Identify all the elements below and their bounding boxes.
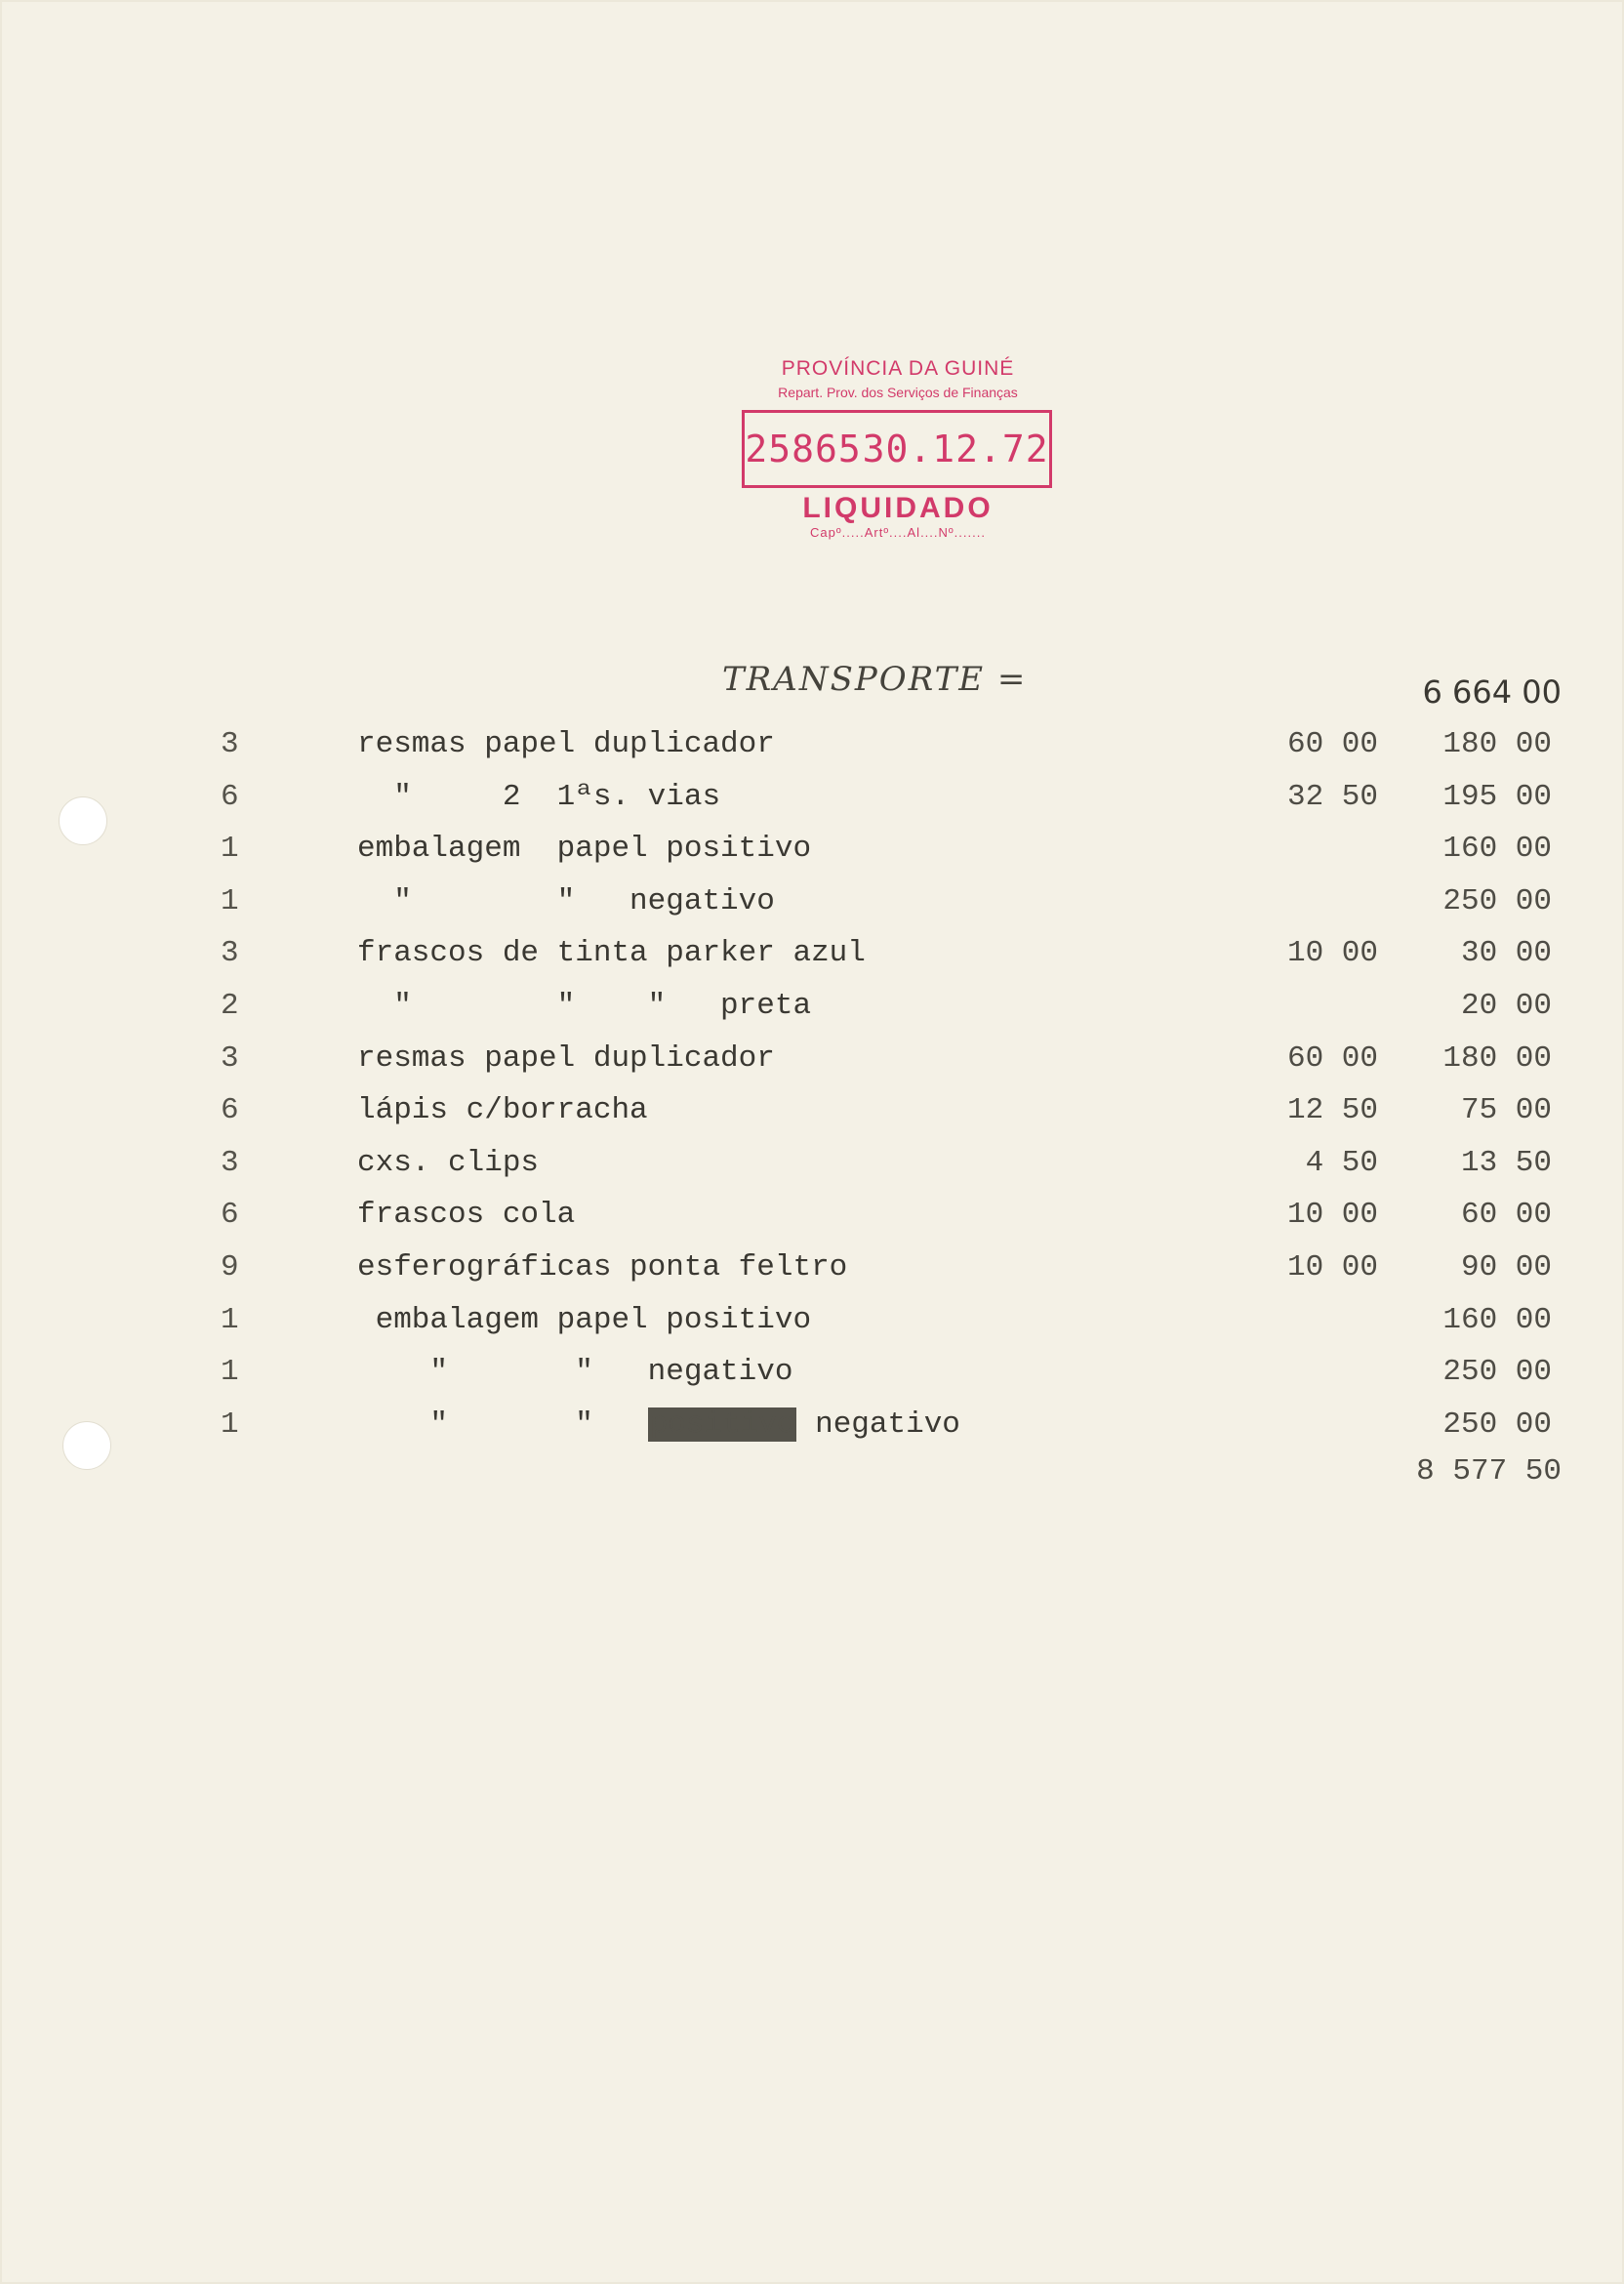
item-description: embalagem papel positivo [357, 1303, 812, 1337]
item-total: 30 00 [1460, 936, 1552, 970]
item-description: " 2 1ªs. vias [357, 780, 721, 814]
item-description [357, 1407, 960, 1442]
item-unit-price: 10 00 [1286, 1250, 1378, 1285]
item-description-start: " " [357, 1407, 648, 1442]
item-total: 250 00 [1442, 1355, 1552, 1389]
item-total: 90 00 [1460, 1250, 1552, 1285]
item-total: 75 00 [1460, 1093, 1552, 1127]
list-item [0, 1093, 1624, 1146]
item-quantity: 6 [221, 1093, 239, 1127]
list-item [0, 727, 1624, 780]
item-quantity: 1 [221, 1303, 239, 1337]
list-item [0, 1250, 1624, 1303]
list-item [0, 884, 1624, 937]
list-item [0, 989, 1624, 1041]
item-quantity: 9 [221, 1250, 239, 1285]
item-total: 180 00 [1442, 1041, 1552, 1076]
item-total: 13 50 [1460, 1146, 1552, 1180]
item-quantity: 1 [221, 1355, 239, 1389]
item-total: 20 00 [1460, 989, 1552, 1023]
item-total: 195 00 [1442, 780, 1552, 814]
stamp-box [742, 410, 1052, 488]
item-description: esferográficas ponta feltro [357, 1250, 848, 1285]
item-description: resmas papel duplicador [357, 727, 775, 761]
item-unit-price: 10 00 [1286, 936, 1378, 970]
transporte-value: 6 664 00 [1422, 673, 1562, 711]
item-unit-price: 60 00 [1286, 727, 1378, 761]
item-quantity: 3 [221, 727, 239, 761]
stamp-status: LIQUIDADO [802, 492, 994, 524]
list-item [0, 1355, 1624, 1407]
item-description: resmas papel duplicador [357, 1041, 775, 1076]
item-total: 250 00 [1442, 1407, 1552, 1442]
item-total: 180 00 [1442, 727, 1552, 761]
item-description: frascos de tinta parker azul [357, 936, 866, 970]
stamp-date: 30.12.72 [862, 428, 1049, 470]
item-total: 160 00 [1442, 1303, 1552, 1337]
list-item [0, 1303, 1624, 1356]
item-description: " " " preta [357, 989, 812, 1023]
item-description: embalagem papel positivo [357, 832, 812, 866]
item-description: lápis c/borracha [357, 1093, 648, 1127]
transporte-label: TRANSPORTE = [722, 660, 1028, 699]
list-item [0, 936, 1624, 989]
item-quantity: 6 [221, 1198, 239, 1232]
item-unit-price: 12 50 [1286, 1093, 1378, 1127]
item-unit-price: 10 00 [1286, 1198, 1378, 1232]
grand-total: 8 577 50 [1416, 1454, 1562, 1489]
item-quantity: 2 [221, 989, 239, 1023]
finance-stamp [722, 357, 1074, 562]
item-total: 60 00 [1460, 1198, 1552, 1232]
item-unit-price: 4 50 [1305, 1146, 1378, 1180]
item-description: cxs. clips [357, 1146, 540, 1180]
item-quantity: 6 [221, 780, 239, 814]
struck-out-word: positivo [649, 1407, 795, 1442]
stamp-province: PROVÍNCIA DA GUINÉ [781, 357, 1015, 380]
list-item [0, 1041, 1624, 1094]
item-description: " " negativo [357, 884, 775, 918]
item-description: " " negativo [357, 1355, 793, 1389]
list-item [0, 1407, 1624, 1460]
item-quantity: 1 [221, 884, 239, 918]
item-total: 250 00 [1442, 884, 1552, 918]
item-quantity: 1 [221, 1407, 239, 1442]
stamp-department: Repart. Prov. dos Serviços de Finanças [778, 385, 1018, 400]
stamp-number: 25865 [745, 428, 862, 470]
item-total: 160 00 [1442, 832, 1552, 866]
list-item [0, 1146, 1624, 1199]
item-description: frascos cola [357, 1198, 576, 1232]
list-item [0, 780, 1624, 833]
item-unit-price: 60 00 [1286, 1041, 1378, 1076]
list-item [0, 1198, 1624, 1250]
item-quantity: 1 [221, 832, 239, 866]
stamp-reference-line: Capº.....Artº....Al....Nº....... [810, 525, 986, 540]
item-quantity: 3 [221, 1041, 239, 1076]
item-quantity: 3 [221, 936, 239, 970]
list-item [0, 832, 1624, 884]
item-unit-price: 32 50 [1286, 780, 1378, 814]
item-description-end: negativo [796, 1407, 960, 1442]
item-quantity: 3 [221, 1146, 239, 1180]
